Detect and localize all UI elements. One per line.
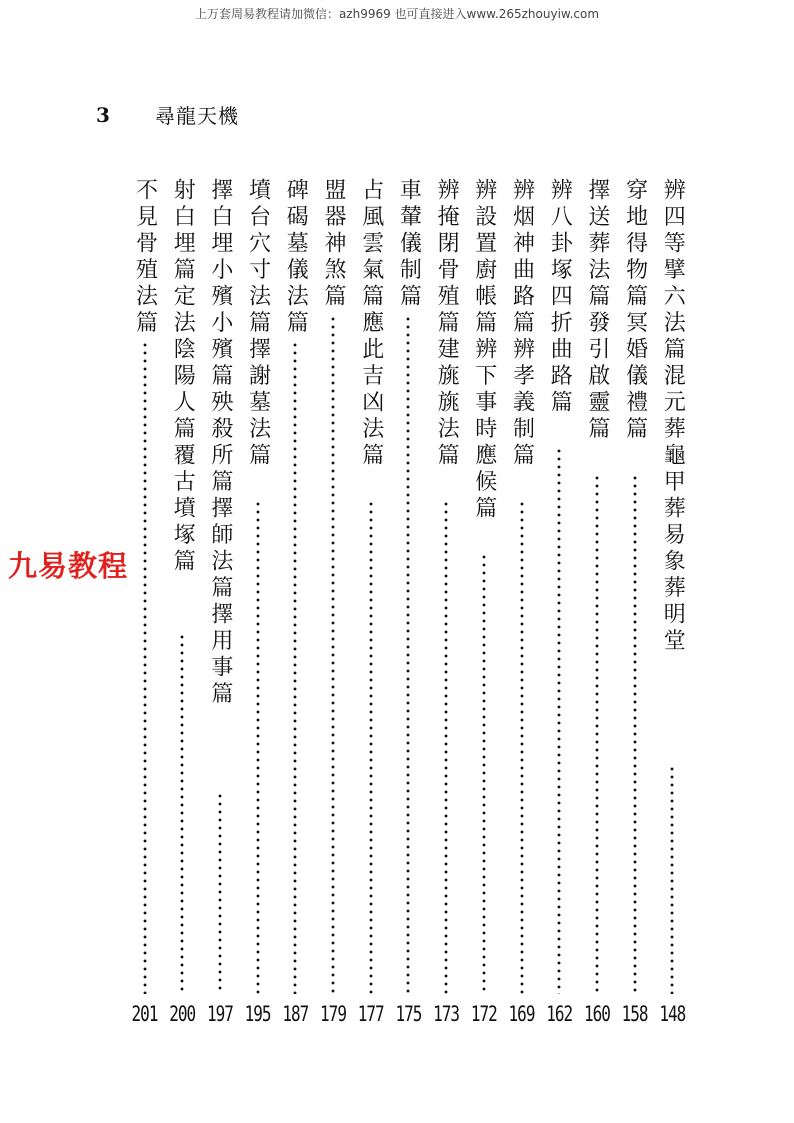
toc-entry-segment: 擇師法篇 xyxy=(207,496,233,602)
toc-page-number xyxy=(508,1000,535,1027)
toc-page-number-text: 148 xyxy=(659,1000,686,1027)
toc-page-number-text: 172 xyxy=(470,1000,497,1027)
toc-entry-title xyxy=(209,178,231,708)
toc-page-number xyxy=(357,1000,384,1027)
toc-entry-segment: 擇白埋小殯小殯篇 xyxy=(207,178,233,390)
toc-entry-segment: 擇用事篇 xyxy=(207,602,233,708)
toc-page-number-text: 177 xyxy=(357,1000,384,1027)
toc-entry-title xyxy=(360,178,382,470)
toc-entry-title xyxy=(624,178,646,443)
toc-entry-title xyxy=(473,178,495,523)
toc-entry-segment: 辨設置廚帳篇 xyxy=(471,178,497,337)
toc-page-number-text: 173 xyxy=(433,1000,460,1027)
toc-entry-segment: 冥婚儀禮篇 xyxy=(622,310,648,443)
toc-page-number-text: 200 xyxy=(169,1000,196,1027)
toc-entry xyxy=(426,178,466,1038)
toc-entry-segment: 混元葬 xyxy=(660,363,686,443)
toc-entry-segment: 辨孝義制篇 xyxy=(509,337,535,470)
toc-entry-segment: 辨八卦塚 xyxy=(547,178,573,284)
toc-entry xyxy=(200,178,240,1038)
dot-leader xyxy=(406,315,410,995)
toc-entry-segment: 擇送葬法篇 xyxy=(584,178,610,311)
toc-page-number-text: 169 xyxy=(508,1000,535,1027)
toc-page-number xyxy=(320,1000,346,1027)
toc-entry-segment: 碑碣墓儀法篇 xyxy=(283,178,309,337)
toc-entry-title xyxy=(434,178,460,470)
toc-entry-segment: 辨烟神曲路篇 xyxy=(509,178,535,337)
toc-page-number xyxy=(433,1000,460,1027)
toc-entry-segment: 射白埋篇 xyxy=(170,178,196,284)
toc-page-number-text: 197 xyxy=(206,1000,233,1027)
dot-leader xyxy=(444,500,448,994)
toc-entry-segment: 龜甲葬 xyxy=(660,443,686,523)
dot-leader xyxy=(256,500,260,994)
toc-page-number-text: 195 xyxy=(244,1000,271,1027)
toc-entry-title xyxy=(396,178,422,311)
toc-page-number xyxy=(395,1000,422,1027)
table-of-contents xyxy=(110,178,690,1038)
toc-entry-segment: 明堂 xyxy=(660,602,686,655)
toc-entry xyxy=(539,178,579,1038)
toc-entry-segment: 車輦儀制篇 xyxy=(396,178,422,311)
toc-entry-segment: 殃殺所篇 xyxy=(207,390,233,496)
toc-page-number-text: 160 xyxy=(583,1000,610,1027)
dot-leader xyxy=(218,792,222,995)
toc-entry xyxy=(502,178,542,1038)
toc-page-number-text: 162 xyxy=(546,1000,573,1027)
toc-entry-segment: 穿地得物篇 xyxy=(622,178,648,311)
dot-leader xyxy=(595,474,599,995)
toc-page-number-text: 175 xyxy=(395,1000,422,1027)
top-banner: 上万套周易教程请加微信：azh9969 也可直接进入www.265zhouyiw.com xyxy=(194,7,600,21)
dot-leader xyxy=(293,341,297,994)
toc-page-number xyxy=(546,1000,573,1027)
toc-entry-segment: 占風雲氣篇 xyxy=(358,178,384,311)
toc-entry-segment: 盟器神煞篇 xyxy=(321,178,346,311)
toc-entry-title xyxy=(322,178,344,311)
toc-entry-title xyxy=(247,178,269,470)
toc-entry-title xyxy=(586,178,608,443)
toc-entry-title xyxy=(511,178,533,470)
toc-page-number xyxy=(659,1000,686,1027)
toc-entry-title xyxy=(134,178,156,337)
page-number: 3 xyxy=(96,103,110,127)
toc-entry-segment: 辨下事時應候篇 xyxy=(471,337,497,523)
dot-leader xyxy=(557,447,561,994)
toc-entry xyxy=(313,178,353,1038)
dot-leader xyxy=(143,341,147,994)
toc-page-number xyxy=(621,1000,648,1027)
toc-entry xyxy=(162,178,202,1038)
toc-entry xyxy=(615,178,655,1038)
toc-entry-segment: 墳台穴寸法篇 xyxy=(245,178,271,337)
toc-entry xyxy=(464,178,504,1038)
toc-page-number xyxy=(244,1000,271,1027)
toc-entry-segment: 不見骨殖法篇 xyxy=(132,178,158,337)
toc-page-number-text: 158 xyxy=(621,1000,648,1027)
dot-leader xyxy=(369,500,373,994)
toc-entry-segment: 覆古墳塚篇 xyxy=(170,443,196,576)
toc-entry xyxy=(652,178,692,1038)
dot-leader xyxy=(482,553,486,994)
toc-entry-segment: 定法陰陽人篇 xyxy=(170,284,196,443)
toc-page-number-text: 187 xyxy=(282,1000,309,1027)
dot-leader xyxy=(520,500,524,994)
toc-page-number xyxy=(470,1000,497,1027)
toc-entry xyxy=(351,178,391,1038)
toc-page-number xyxy=(206,1000,233,1027)
toc-entry-segment: 辨四等擘六法篇 xyxy=(660,178,686,364)
toc-entry-segment: 擇謝墓法篇 xyxy=(245,337,271,470)
toc-entry-segment: 應此吉凶法篇 xyxy=(358,310,384,470)
toc-entry-segment: 辨掩閉骨殖篇 xyxy=(434,178,460,337)
toc-entry-segment: 四折曲路篇 xyxy=(547,284,573,417)
toc-page-number-text: 179 xyxy=(320,1000,346,1027)
toc-entry-title xyxy=(660,178,686,655)
toc-page-number xyxy=(131,1000,158,1027)
toc-entry-segment: 發引啟靈篇 xyxy=(584,310,610,443)
toc-entry-title xyxy=(170,178,196,576)
toc-entry-title xyxy=(283,178,309,337)
watermark: 九易教程 xyxy=(8,549,129,583)
toc-entry-segment: 建旐旐法篇 xyxy=(434,337,460,470)
toc-page-number-text: 201 xyxy=(131,1000,158,1027)
toc-entry xyxy=(388,178,428,1038)
dot-leader xyxy=(180,633,184,995)
dot-leader xyxy=(633,474,637,995)
toc-entry xyxy=(238,178,278,1038)
toc-page-number xyxy=(583,1000,610,1027)
book-title: 尋龍天機 xyxy=(155,104,239,128)
toc-page-number xyxy=(169,1000,196,1027)
dot-leader xyxy=(670,765,674,994)
dot-leader xyxy=(331,315,335,995)
toc-entry xyxy=(275,178,315,1038)
toc-entry-title xyxy=(547,178,573,417)
toc-entry xyxy=(125,178,165,1038)
toc-entry xyxy=(577,178,617,1038)
toc-page-number xyxy=(282,1000,309,1027)
toc-entry-segment: 易象葬 xyxy=(660,522,686,602)
